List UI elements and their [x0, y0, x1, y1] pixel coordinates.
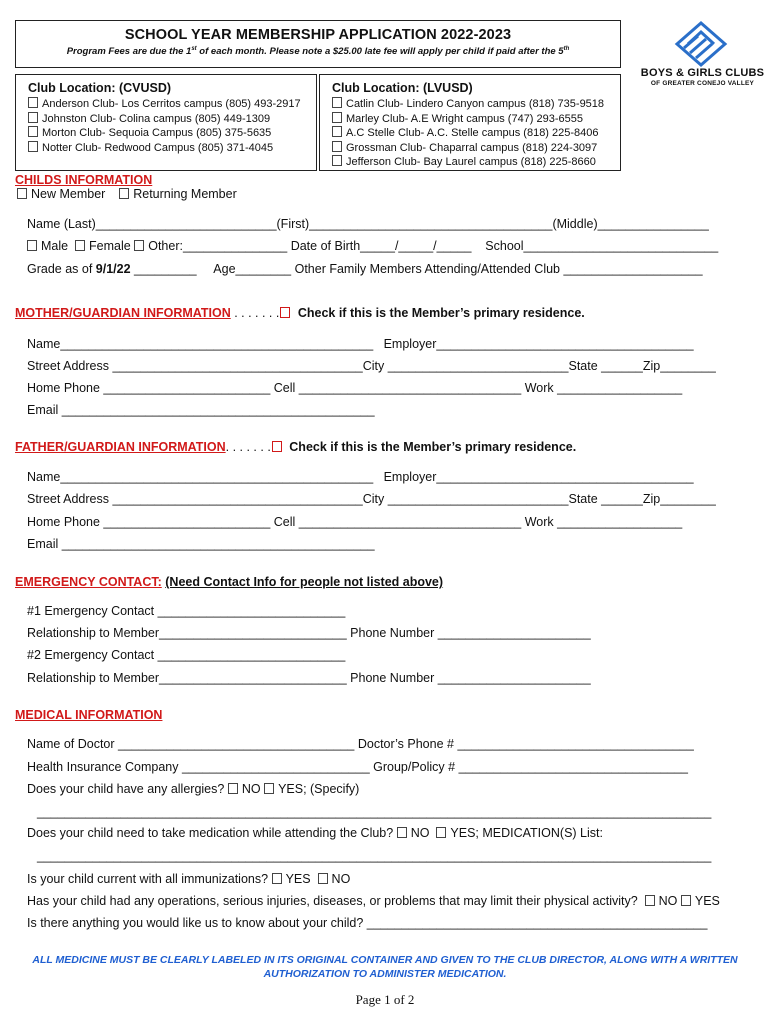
- checkbox-icon[interactable]: [332, 126, 342, 137]
- lvusd-option[interactable]: Marley Club- A.E Wright campus (747) 293-6555: [332, 112, 620, 127]
- father-phones[interactable]: Home Phone ________________________ Cell ________________________________ Work __________________: [27, 515, 683, 529]
- mother-name-employer[interactable]: Name_____________________________________________ Employer_____________________________________: [27, 337, 694, 351]
- medicine-notice: ALL MEDICINE MUST BE CLEARLY LABELED IN ITS ORIGINAL CONTAINER AND GIVEN TO THE CLUB DIRECTOR, ALONG WITH A WRITTEN AUTHORIZATION TO ADMINISTER MEDICATION.: [32, 954, 738, 980]
- mother-heading-row: MOTHER/GUARDIAN INFORMATION . . . . . . . Check if this is the Member’s primary residence.: [15, 306, 585, 320]
- lvusd-option[interactable]: Catlin Club- Lindero Canyon campus (818) 735-9518: [332, 97, 620, 112]
- allergies-question[interactable]: Does your child have any allergies? NO YES; (Specify): [27, 782, 360, 796]
- emergency-relationship-1[interactable]: Relationship to Member___________________________ Phone Number ______________________: [27, 626, 591, 640]
- checkbox-icon[interactable]: [134, 240, 144, 251]
- father-heading-row: FATHER/GUARDIAN INFORMATION. . . . . . . Check if this is the Member’s primary residence.: [15, 440, 577, 454]
- emergency-contact-1[interactable]: #1 Emergency Contact ___________________________: [27, 604, 346, 618]
- mother-address[interactable]: Street Address ____________________________________City __________________________State ______Zip________: [27, 359, 716, 373]
- checkbox-icon[interactable]: [332, 97, 342, 108]
- logo-subtitle: OF GREATER CONEJO VALLEY: [650, 80, 755, 87]
- father-name-employer[interactable]: Name_____________________________________________ Employer_____________________________________: [27, 470, 694, 484]
- checkbox-icon[interactable]: [332, 155, 342, 166]
- injuries-question[interactable]: Has your child had any operations, serious injuries, diseases, or problems that may limit their physical activity? NO YES: [27, 894, 720, 908]
- lvusd-heading: Club Location: (LVUSD): [332, 81, 473, 95]
- cvusd-option[interactable]: Johnston Club- Colina campus (805) 449-1309: [28, 112, 316, 127]
- father-heading: FATHER/GUARDIAN INFORMATION: [15, 440, 226, 454]
- checkbox-icon[interactable]: [681, 895, 691, 906]
- lvusd-option[interactable]: Jefferson Club- Bay Laurel campus (818) 225-8660: [332, 155, 620, 170]
- checkbox-icon[interactable]: [28, 126, 38, 137]
- primary-residence-checkbox-icon[interactable]: [272, 441, 282, 452]
- lvusd-option[interactable]: Grossman Club- Chaparral campus (818) 224-3097: [332, 141, 620, 156]
- child-name-field[interactable]: Name (Last)__________________________(First)___________________________________(Middle)________________: [27, 217, 709, 231]
- checkbox-icon[interactable]: [28, 141, 38, 152]
- checkbox-icon[interactable]: [272, 873, 282, 884]
- cvusd-option[interactable]: Anderson Club- Los Cerritos campus (805) 493-2917: [28, 97, 316, 112]
- child-info-heading: CHILDS INFORMATION: [15, 173, 153, 187]
- checkbox-icon[interactable]: [318, 873, 328, 884]
- medication-list-line[interactable]: _________________________________________________________________________________________________: [37, 849, 712, 863]
- checkbox-icon[interactable]: [264, 783, 274, 794]
- checkbox-icon[interactable]: [28, 97, 38, 108]
- father-address[interactable]: Street Address ____________________________________City __________________________State ______Zip________: [27, 492, 716, 506]
- mother-phones[interactable]: Home Phone ________________________ Cell ________________________________ Work __________________: [27, 381, 683, 395]
- allergies-specify-line[interactable]: _________________________________________________________________________________________________: [37, 805, 712, 819]
- club-logo: [640, 20, 765, 90]
- title-box: [15, 20, 621, 68]
- cvusd-option[interactable]: Notter Club- Redwood Campus (805) 371-4045: [28, 141, 316, 156]
- logo-name: BOYS & GIRLS CLUBS: [640, 67, 765, 79]
- cvusd-heading: Club Location: (CVUSD): [28, 81, 172, 95]
- checkbox-icon[interactable]: [27, 240, 37, 251]
- lvusd-option[interactable]: A.C Stelle Club- A.C. Stelle campus (818) 225-8406: [332, 126, 620, 141]
- emergency-heading: EMERGENCY CONTACT:: [15, 575, 162, 589]
- medical-heading: MEDICAL INFORMATION: [15, 708, 163, 722]
- emergency-contact-2[interactable]: #2 Emergency Contact ___________________________: [27, 648, 346, 662]
- mother-heading: MOTHER/GUARDIAN INFORMATION: [15, 306, 231, 320]
- mother-email[interactable]: Email _____________________________________________: [27, 403, 375, 417]
- page-number: Page 1 of 2: [355, 992, 415, 1007]
- immunizations-question[interactable]: Is your child current with all immunizations? YES NO: [27, 872, 351, 886]
- checkbox-icon[interactable]: [228, 783, 238, 794]
- father-email[interactable]: Email _____________________________________________: [27, 537, 375, 551]
- checkbox-icon[interactable]: [397, 827, 407, 838]
- checkbox-icon[interactable]: [332, 141, 342, 152]
- child-gender-dob-school-row[interactable]: Male Female Other:_______________ Date of Birth_____/_____/_____ School____________________________: [27, 239, 718, 253]
- anything-else-field[interactable]: Is there anything you would like us to know about your child? _________________________________________________: [27, 916, 708, 930]
- insurance-field[interactable]: Health Insurance Company ___________________________ Group/Policy # _________________________________: [27, 760, 688, 774]
- checkbox-icon[interactable]: [436, 827, 446, 838]
- checkbox-icon[interactable]: [17, 188, 27, 199]
- handshake-diamond-logo-icon: [668, 20, 734, 68]
- checkbox-icon[interactable]: [645, 895, 655, 906]
- checkbox-icon[interactable]: [332, 112, 342, 123]
- member-type-row: New Member Returning Member: [17, 187, 237, 201]
- checkbox-icon[interactable]: [28, 112, 38, 123]
- cvusd-option[interactable]: Morton Club- Sequoia Campus (805) 375-5635: [28, 126, 316, 141]
- primary-residence-checkbox-icon[interactable]: [280, 307, 290, 318]
- page-title: SCHOOL YEAR MEMBERSHIP APPLICATION 2022-2023: [124, 27, 512, 43]
- lvusd-location-box: [319, 74, 621, 171]
- medication-question[interactable]: Does your child need to take medication while attending the Club? NO YES; MEDICATION(S) List:: [27, 826, 603, 840]
- cvusd-location-box: [15, 74, 317, 171]
- fee-notice: Program Fees are due the 1st of each month. Please note a $25.00 late fee will apply per child if paid after the 5th: [66, 46, 570, 58]
- doctor-field[interactable]: Name of Doctor __________________________________ Doctor’s Phone # __________________________________: [27, 737, 694, 751]
- child-grade-age-row[interactable]: Grade as of 9/1/22 _________ Age________ Other Family Members Attending/Attended Club ____________________: [27, 262, 703, 276]
- emergency-heading-row: EMERGENCY CONTACT: (Need Contact Info for people not listed above): [15, 575, 444, 589]
- checkbox-icon[interactable]: [75, 240, 85, 251]
- checkbox-icon[interactable]: [119, 188, 129, 199]
- emergency-relationship-2[interactable]: Relationship to Member___________________________ Phone Number ______________________: [27, 671, 591, 685]
